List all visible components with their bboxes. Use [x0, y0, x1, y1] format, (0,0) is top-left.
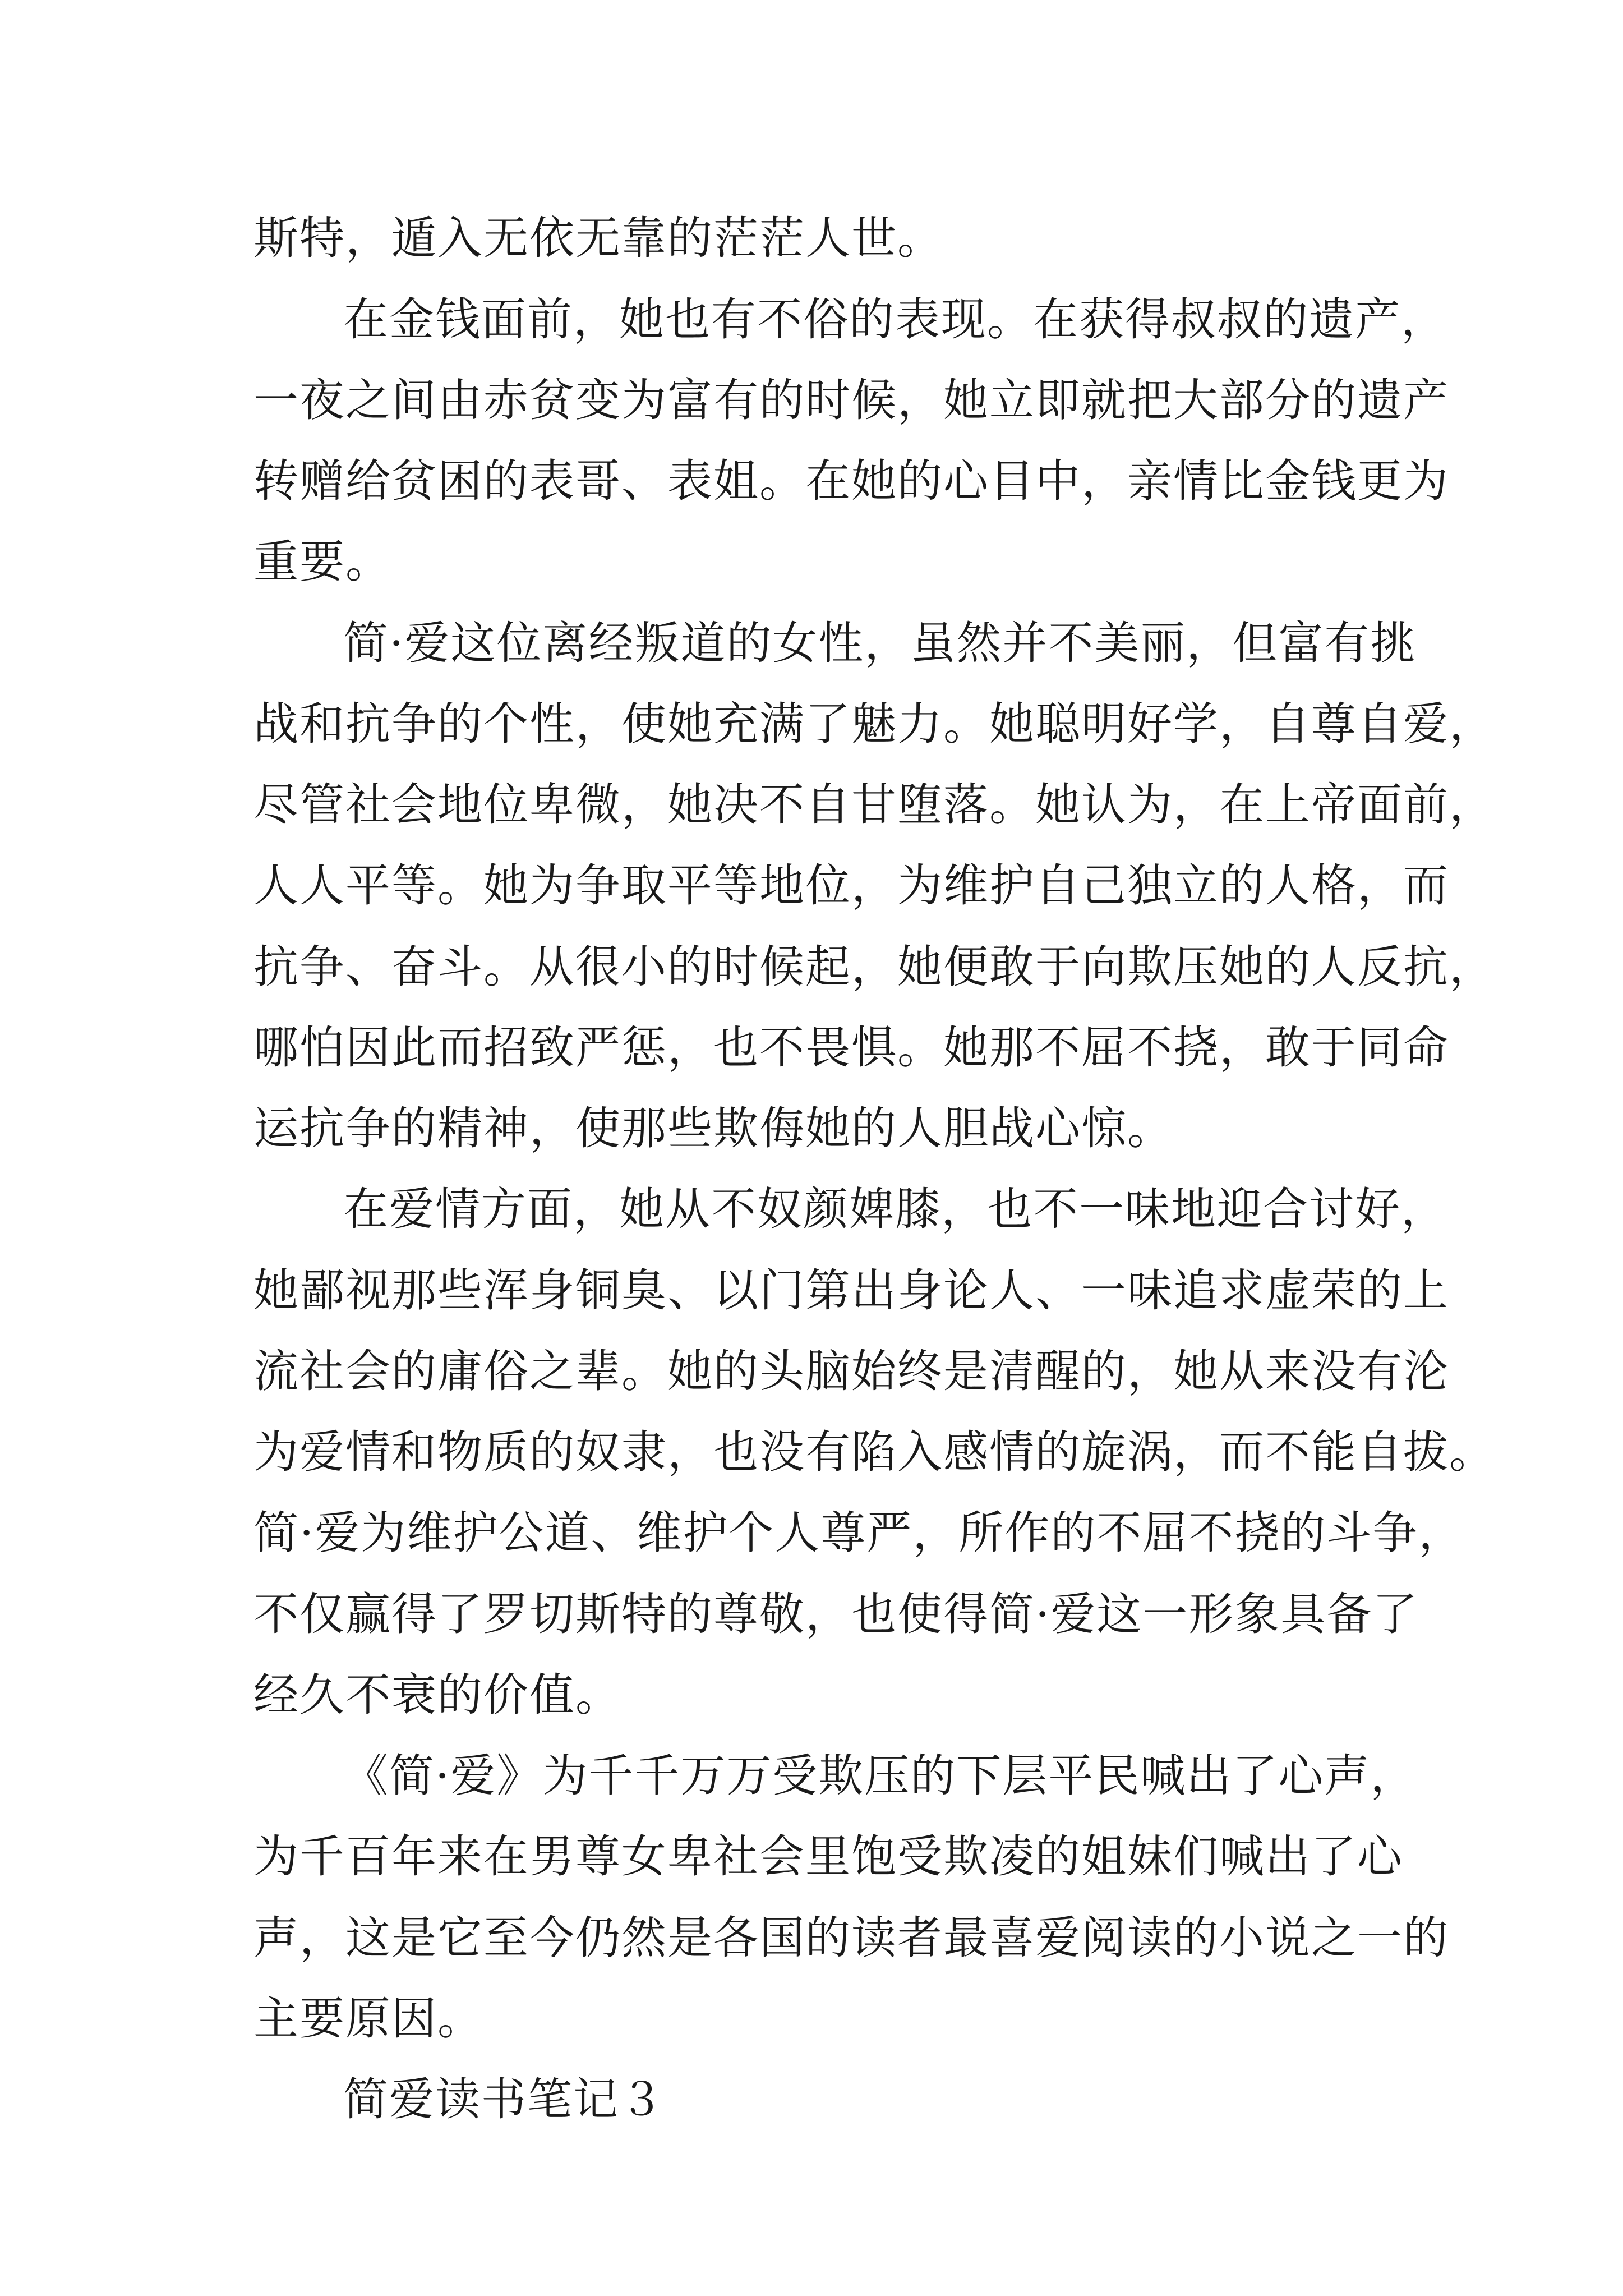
text-line: 转赠给贫困的表哥、表姐。在她的心目中，亲情比金钱更为 [253, 455, 1449, 507]
text-line: 斯特，遁入无依无靠的茫茫人世。 [253, 212, 943, 264]
text-line: 她鄙视那些浑身铜臭、以门第出身论人、一味追求虚荣的上 [253, 1264, 1449, 1317]
text-line: 声，这是它至今仍然是各国的读者最喜爱阅读的小说之一的 [253, 1912, 1449, 1964]
paragraph-start-line: 在金钱面前，她也有不俗的表现。在获得叔叔的遗产， [343, 293, 1447, 346]
text-line: 为爱情和物质的奴隶，也没有陷入感情的旋涡，而不能自拔。 [253, 1426, 1495, 1478]
text-line: 经久不衰的价值。 [253, 1669, 621, 1721]
text-line: 哪怕因此而招致严惩，也不畏惧。她那不屈不挠，敢于同命 [253, 1022, 1449, 1074]
text-line: 战和抗争的个性，使她充满了魅力。她聪明好学，自尊自爱， [253, 698, 1495, 750]
paragraph-start-line: 在爱情方面，她从不奴颜婢膝，也不一味地迎合讨好， [343, 1183, 1447, 1235]
text-line: 重要。 [253, 536, 391, 588]
section-heading: 简爱读书笔记３ [343, 2073, 665, 2125]
text-line: 尽管社会地位卑微，她决不自甘堕落。她认为，在上帝面前， [253, 779, 1495, 831]
text-line: 运抗争的精神，使那些欺侮她的人胆战心惊。 [253, 1102, 1173, 1154]
text-line: 主要原因。 [253, 1993, 483, 2045]
text-line: 流社会的庸俗之辈。她的头脑始终是清醒的，她从来没有沦 [253, 1345, 1449, 1397]
paragraph-start-line: 《简·爱》为千千万万受欺压的下层平民喊出了心声， [343, 1750, 1417, 1802]
text-line: 不仅赢得了罗切斯特的尊敬，也使得简·爱这一形象具备了 [253, 1588, 1419, 1640]
text-line: 人人平等。她为争取平等地位，为维护自己独立的人格，而 [253, 859, 1449, 912]
paragraph-start-line: 简·爱这位离经叛道的女性，虽然并不美丽，但富有挑 [343, 617, 1417, 669]
text-line: 为千百年来在男尊女卑社会里饱受欺凌的姐妹们喊出了心 [253, 1830, 1403, 1883]
text-line: 一夜之间由赤贫变为富有的时候，她立即就把大部分的遗产 [253, 374, 1449, 426]
text-line: 简·爱为维护公道、维护个人尊严，所作的不屈不挠的斗争， [253, 1507, 1465, 1559]
text-line: 抗争、奋斗。从很小的时候起，她便敢于向欺压她的人反抗， [253, 941, 1495, 993]
